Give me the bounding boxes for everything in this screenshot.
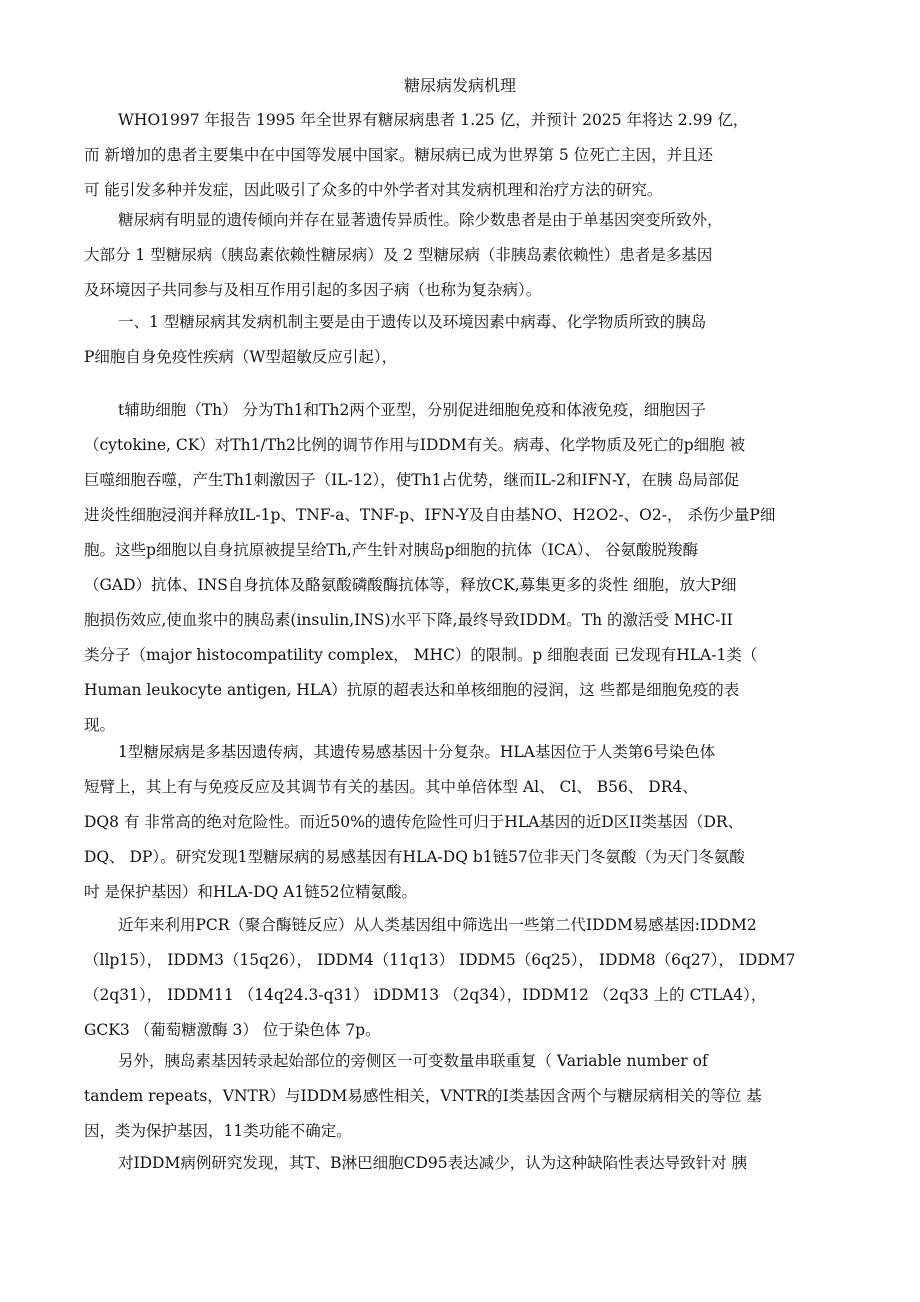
paragraph-line: Human leukocyte antigen, HLA）抗原的超表达和单核细胞的浸润，这 些都是细胞免疫的表 (84, 681, 740, 699)
paragraph-line: 1型糖尿病是多基因遗传病，其遗传易感基因十分复杂。HLA基因位于人类第6号染色体 (118, 743, 716, 761)
paragraph-type1-mechanism (84, 305, 844, 375)
paragraph-line: 另外，胰岛素基因转录起始部位的旁侧区一可变数量串联重复（ Variable number of (118, 1052, 708, 1070)
paragraph-line: 胞损伤效应,使血浆中的胰岛素(insulin,INS)水平下降,最终导致IDDM。Th 的激活受 MHC-II (84, 611, 733, 629)
paragraph-line: 进炎性细胞浸润并释放IL-1p、TNF-a、TNF-p、IFN-Y及自由基NO、H2O2-、O2-， 杀伤少量P细 (84, 506, 776, 524)
paragraph-line: 对IDDM病例研究发现，其T、B淋巴细胞CD95表达减少，认为这种缺陷性表达导致针对 胰 (118, 1154, 748, 1172)
paragraph-line: DQ8 有 非常高的绝对危险性。而近50%的遗传危险性可归于HLA基因的近D区II类基因（DR、 (84, 813, 744, 831)
paragraph-cd95 (84, 1146, 844, 1181)
paragraph-line: 短臂上，其上有与免疫反应及其调节有关的基因。其中单倍体型 Al、 Cl、 B56、 DR4、 (84, 778, 698, 796)
paragraph-line: WHO1997 年报告 1995 年全世界有糖尿病患者 1.25 亿，并预计 2025 年将达 2.99 亿， (118, 111, 749, 129)
paragraph-line: t辅助细胞（Th） 分为Th1和Th2两个亚型，分别促进细胞免疫和体液免疫，细胞因子 (118, 401, 706, 419)
paragraph-iddm-genes (84, 908, 844, 1048)
paragraph-intro (84, 103, 844, 208)
paragraph-th-cells (84, 393, 844, 743)
paragraph-line: GCK3 （葡萄糖激酶 3） 位于染色体 7p。 (84, 1021, 381, 1039)
paragraph-line: 现。 (84, 716, 116, 734)
paragraph-line: （GAD）抗体、INS自身抗体及酪氨酸磷酸酶抗体等，释放CK,募集更多的炎性 细胞，放大P细 (84, 576, 737, 594)
paragraph-line: 因，类为保护基因，11类功能不确定。 (84, 1122, 352, 1140)
paragraph-line: tandem repeats，VNTR）与IDDM易感性相关，VNTR的I类基因含两个与糖尿病相关的等位 基 (84, 1087, 762, 1105)
document-title: 糖尿病发病机理 (403, 76, 516, 95)
paragraph-line: DQ、 DP）。研究发现1型糖尿病的易感基因有HLA-DQ b1链57位非天门冬氨酸（为天门冬氨酸 (84, 848, 745, 866)
paragraph-vntr (84, 1044, 844, 1149)
paragraph-line: （llp15）， IDDM3（15q26）， IDDM4（11q13） IDDM5（6q25）， IDDM8（6q27）， IDDM7 (84, 951, 796, 969)
paragraph-heredity (84, 203, 844, 308)
paragraph-line: 类分子（major histocompatility complex， MHC）的限制。p 细胞表面 已发现有HLA-1类（ (84, 646, 758, 664)
paragraph-line: P细胞自身免疫性疾病（W型超敏反应引起）， (84, 348, 398, 366)
paragraph-line: （cytokine, CK）对Th1/Th2比例的调节作用与IDDM有关。病毒、化学物质及死亡的p细胞 被 (84, 436, 746, 454)
paragraph-line: 大部分 1 型糖尿病（胰岛素依赖性糖尿病）及 2 型糖尿病（非胰岛素依赖性）患者是多基因 (84, 246, 713, 264)
paragraph-line: 糖尿病有明显的遗传倾向并存在显著遗传异质性。除少数患者是由于单基因突变所致外， (118, 211, 723, 229)
paragraph-line: 巨噬细胞吞噬，产生Th1刺激因子（IL-12），使Th1占优势，继而IL-2和IFN-Y，在胰 岛局部促 (84, 471, 740, 489)
paragraph-line: 及环境因子共同参与及相互作用引起的多因子病（也称为复杂病）。 (84, 281, 542, 299)
paragraph-line: 一、1 型糖尿病其发病机制主要是由于遗传以及环境因素中病毒、化学物质所致的胰岛 (118, 313, 707, 331)
paragraph-line: （2q31）， IDDM11 （14q24.3-q31） iDDM13 （2q34），IDDM12 （2q33 上的 CTLA4）， (84, 986, 767, 1004)
paragraph-line: 胞。这些p细胞以自身抗原被提呈给Th,产生针对胰岛p细胞的抗体（ICA）、 谷氨酸脱羧酶 (84, 541, 698, 559)
paragraph-line: 近年来利用PCR（聚合酶链反应）从人类基因组中筛选出一些第二代IDDM易感基因:IDDM2 (118, 916, 757, 934)
paragraph-line: 而 新增加的患者主要集中在中国等发展中国家。糖尿病已成为世界第 5 位死亡主因，并且还 (84, 146, 714, 164)
paragraph-line: 吋 是保护基因）和HLA-DQ A1链52位精氨酸。 (84, 883, 418, 901)
paragraph-line: 可 能引发多种并发症，因此吸引了众多的中外学者对其发病机理和治疗方法的研究。 (84, 181, 663, 199)
paragraph-hla-genes (84, 735, 844, 910)
